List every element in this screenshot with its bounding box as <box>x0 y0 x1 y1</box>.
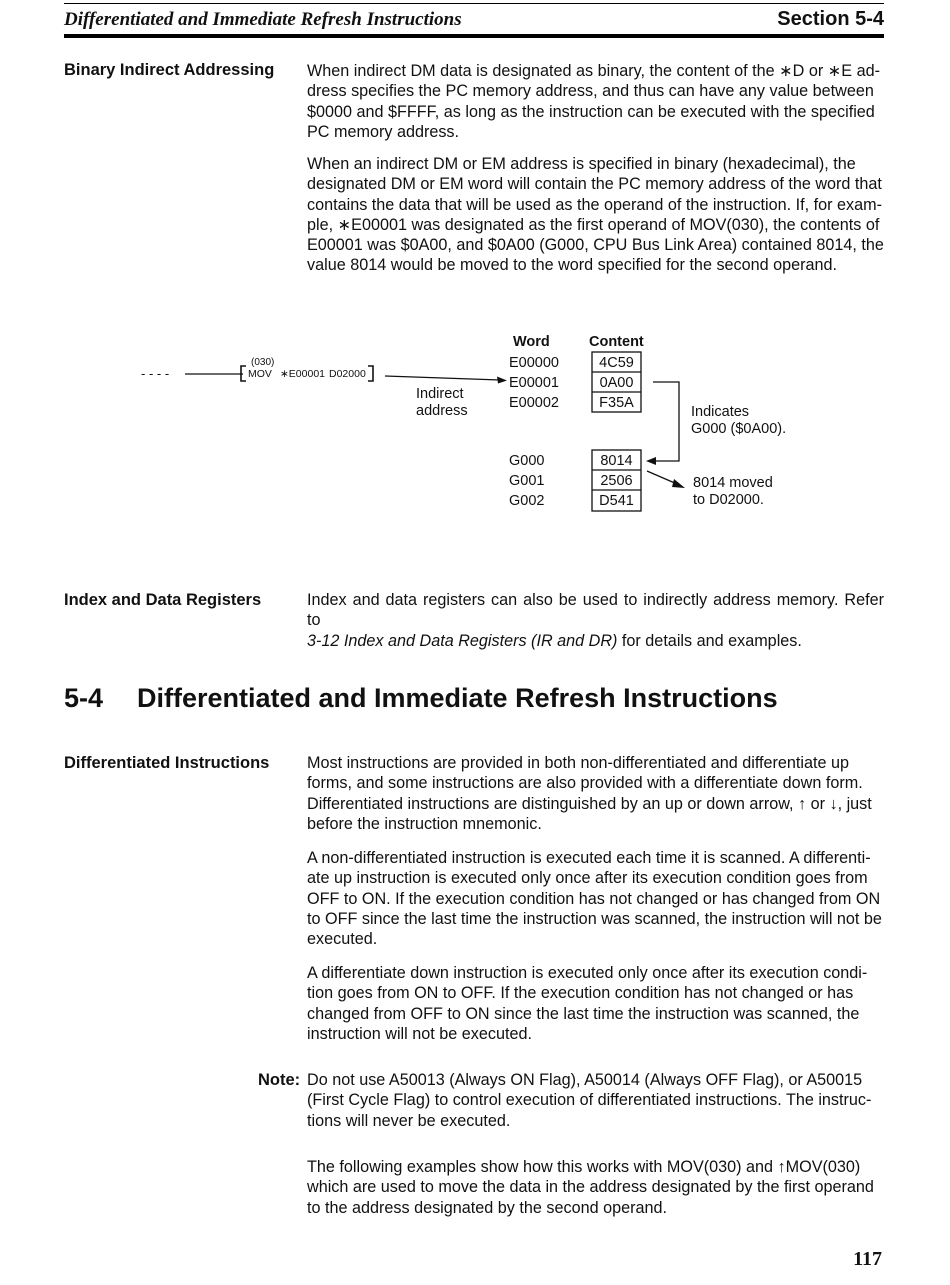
content-value: 8014 <box>600 453 633 469</box>
cross-reference-link[interactable]: 3-12 Index and Data Registers (IR and DR) <box>307 631 618 650</box>
paragraph-binary-1 <box>307 61 884 142</box>
text-line: OFF to ON. If the execution condition has not changed or has changed from ON <box>307 889 881 908</box>
text-line: A differentiate down instruction is executed only once after its execution condi- <box>307 964 868 982</box>
word-label: G002 <box>509 493 545 509</box>
text-line: E00001 was $0A00, and $0A00 (G000, CPU Bus Link Area) contained 8014, the <box>307 236 884 255</box>
instruction-mnemonic: MOV <box>248 368 272 380</box>
pointer-arrow-head <box>646 457 656 465</box>
text-line: A non-differentiated instruction is executed each time it is scanned. A differenti- <box>307 849 871 867</box>
paragraph-diff-4 <box>307 1157 884 1218</box>
word-label: E00001 <box>509 375 559 391</box>
text-line: to the address designated by the second operand. <box>307 1198 667 1217</box>
text-line <box>307 631 884 651</box>
indirect-addressing-diagram <box>0 325 950 525</box>
word-label: G001 <box>509 473 545 489</box>
content-value: D541 <box>599 493 634 509</box>
side-heading-differentiated: Differentiated Instructions <box>64 754 270 772</box>
text-line: Differentiated instructions are distinguished by an up or down arrow, ↑ or ↓, just <box>307 794 872 813</box>
indirect-label-line2: address <box>416 403 468 419</box>
function-code: (030) <box>251 357 275 368</box>
instruction-right-bracket <box>368 366 373 381</box>
running-header-title: Differentiated and Immediate Refresh Instructions <box>64 9 462 30</box>
indicates-label-line1: Indicates <box>691 404 750 420</box>
text-line: PC memory address. <box>307 122 460 141</box>
indirect-arrow-line <box>385 376 500 380</box>
instruction-operand-1: ∗E00001 <box>280 368 325 380</box>
text-line: The following examples show how this works with MOV(030) and ↑MOV(030) <box>307 1158 861 1176</box>
indirect-arrow-head <box>497 377 507 384</box>
indicates-label-line2: G000 ($0A00). <box>691 421 787 437</box>
paragraph-diff-1 <box>307 753 884 834</box>
content-value: 4C59 <box>599 355 634 371</box>
paragraph-index-registers <box>307 590 884 651</box>
text-line: When an indirect DM or EM address is specified in binary (hexadecimal), the <box>307 155 856 173</box>
moved-arrow-head <box>672 479 685 488</box>
indirect-label-line1: Indirect <box>416 386 464 402</box>
content-value: F35A <box>599 395 634 411</box>
running-header-section: Section 5-4 <box>777 8 884 30</box>
text-line: Index and data registers can also be used to indirectly address memory. Refer to <box>307 591 884 630</box>
column-header-word: Word <box>513 334 550 350</box>
page-number: 117 <box>853 1248 882 1270</box>
word-label: E00000 <box>509 355 559 371</box>
pointer-connector <box>653 382 679 461</box>
text-line: contains the data that will be used as the operand of the instruction. If, for exam- <box>307 195 882 214</box>
text-line: When indirect DM data is designated as binary, the content of the ∗D or ∗E ad- <box>307 62 880 80</box>
instruction-left-bracket <box>241 366 246 381</box>
section-title: Differentiated and Immediate Refresh Instructions <box>137 683 778 713</box>
text-line: dress specifies the PC memory address, and thus can have any value between <box>307 82 874 101</box>
text-line: tion goes from ON to OFF. If the execution condition has not changed or has <box>307 984 854 1003</box>
text-line: forms, and some instructions are also provided with a differentiate down form. <box>307 774 863 793</box>
note-text <box>307 1070 884 1131</box>
text-line: designated DM or EM word will contain the PC memory address of the word that <box>307 175 882 194</box>
text-line: ple, ∗E00001 was designated as the first operand of MOV(030), the contents of <box>307 215 880 234</box>
content-value: 2506 <box>600 473 633 489</box>
text-line: to OFF since the last time the instruction was scanned, the instruction will not be <box>307 909 882 928</box>
word-label: E00002 <box>509 395 559 411</box>
section-number: 5-4 <box>64 683 104 713</box>
column-header-content: Content <box>589 334 644 350</box>
text-line: executed. <box>307 930 378 949</box>
side-heading-index-registers: Index and Data Registers <box>64 591 262 609</box>
ladder-dashes: - - - - <box>141 366 170 381</box>
header-rule <box>64 34 884 38</box>
moved-arrow-line <box>647 471 677 484</box>
note-label: Note: <box>258 1071 301 1089</box>
paragraph-diff-3 <box>307 963 884 1044</box>
side-heading-binary-indirect: Binary Indirect Addressing <box>64 61 275 79</box>
text-line: (First Cycle Flag) to control execution of differentiated instructions. The instruc- <box>307 1091 872 1110</box>
header-top-rule <box>64 3 884 4</box>
text-line: Do not use A50013 (Always ON Flag), A50014 (Always OFF Flag), or A50015 <box>307 1071 863 1089</box>
word-label: G000 <box>509 453 545 469</box>
text-line: value 8014 would be moved to the word specified for the second operand. <box>307 256 838 275</box>
moved-label-line2: to D02000. <box>693 492 764 508</box>
text-line: tions will never be executed. <box>307 1111 511 1130</box>
text-line: before the instruction mnemonic. <box>307 814 542 833</box>
text-line: instruction will not be executed. <box>307 1024 532 1043</box>
moved-label-line1: 8014 moved <box>693 475 773 491</box>
text-line: ate up instruction is executed only once after its execution condition goes from <box>307 869 868 888</box>
instruction-operand-2: D02000 <box>329 368 366 380</box>
text-line: which are used to move the data in the address designated by the first operand <box>307 1178 874 1197</box>
text-fragment: for details and examples. <box>617 631 802 650</box>
text-line: Most instructions are provided in both non-differentiated and differentiate up <box>307 754 850 772</box>
text-line: $0000 and $FFFF, as long as the instruction can be executed with the specified <box>307 102 875 121</box>
content-value: 0A00 <box>599 375 634 391</box>
text-line: changed from OFF to ON since the last time the instruction was scanned, the <box>307 1004 860 1023</box>
paragraph-diff-2 <box>307 848 884 949</box>
paragraph-binary-2 <box>307 154 884 276</box>
